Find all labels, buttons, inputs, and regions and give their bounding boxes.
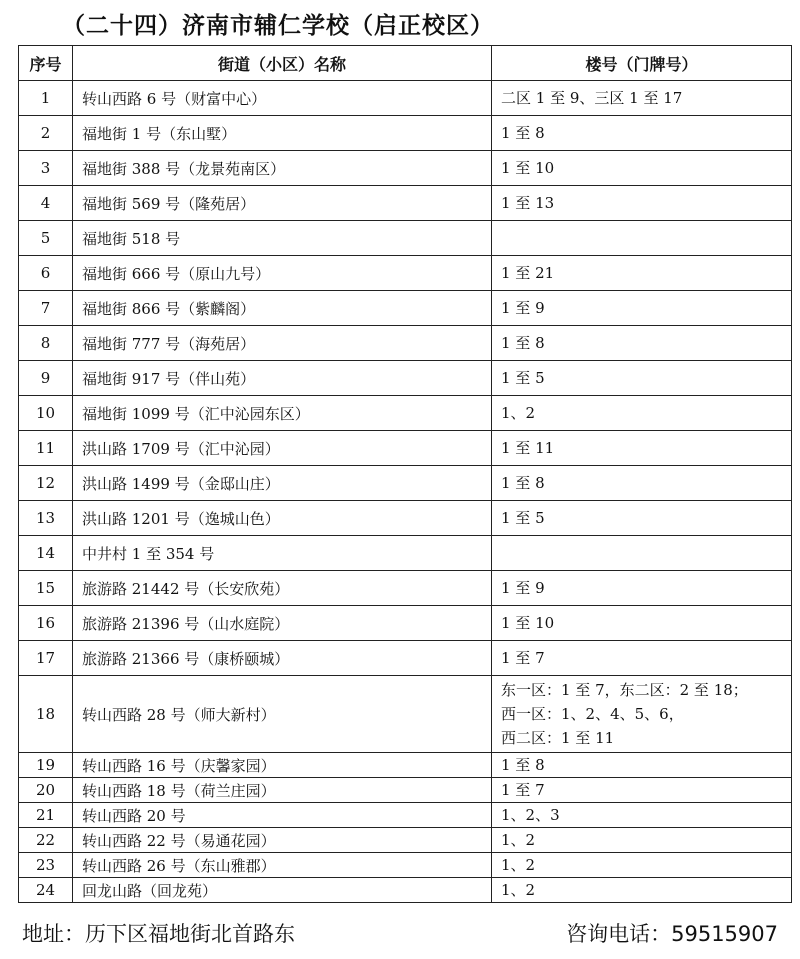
table-row bbox=[19, 853, 792, 878]
street-name-cell: 福地街 866 号（紫麟阁） bbox=[73, 291, 492, 326]
table-row bbox=[19, 501, 792, 536]
building-number-cell: 1 至 5 bbox=[492, 361, 792, 396]
building-number-cell: 1 至 8 bbox=[492, 753, 792, 778]
building-number-cell: 1、2 bbox=[492, 396, 792, 431]
row-number: 23 bbox=[19, 853, 73, 878]
building-line: 东一区：1 至 7，东二区：2 至 18； bbox=[501, 681, 748, 699]
table-row bbox=[19, 803, 792, 828]
street-name-cell: 洪山路 1201 号（逸城山色） bbox=[73, 501, 492, 536]
building-number-cell bbox=[492, 536, 792, 571]
street-name-cell: 福地街 777 号（海苑居） bbox=[73, 326, 492, 361]
table-row bbox=[19, 116, 792, 151]
building-number-cell: 1 至 11 bbox=[492, 431, 792, 466]
table-header-row bbox=[19, 46, 792, 81]
table-row bbox=[19, 606, 792, 641]
building-number-cell: 1 至 8 bbox=[492, 466, 792, 501]
table-row bbox=[19, 151, 792, 186]
table-row bbox=[19, 466, 792, 501]
table-row bbox=[19, 878, 792, 903]
street-name-cell: 福地街 1099 号（汇中沁园东区） bbox=[73, 396, 492, 431]
street-name-cell: 福地街 388 号（龙景苑南区） bbox=[73, 151, 492, 186]
building-number-cell: 1、2 bbox=[492, 878, 792, 903]
row-number: 15 bbox=[19, 571, 73, 606]
street-name-cell: 转山西路 28 号（师大新村） bbox=[73, 676, 492, 753]
building-number-cell: 1 至 10 bbox=[492, 606, 792, 641]
table-row bbox=[19, 186, 792, 221]
building-number-cell: 1 至 21 bbox=[492, 256, 792, 291]
table-row bbox=[19, 641, 792, 676]
building-number-cell: 1 至 5 bbox=[492, 501, 792, 536]
street-name-cell: 中井村 1 至 354 号 bbox=[73, 536, 492, 571]
row-number: 10 bbox=[19, 396, 73, 431]
table-row bbox=[19, 396, 792, 431]
building-number-cell: 1 至 7 bbox=[492, 641, 792, 676]
row-number: 20 bbox=[19, 778, 73, 803]
street-name-cell: 转山西路 18 号（荷兰庄园） bbox=[73, 778, 492, 803]
building-number-cell: 1 至 9 bbox=[492, 571, 792, 606]
street-name-cell: 洪山路 1709 号（汇中沁园） bbox=[73, 431, 492, 466]
table-row bbox=[19, 828, 792, 853]
page-title: （二十四）济南市辅仁学校（启正校区） bbox=[62, 13, 494, 39]
building-number-cell: 1 至 8 bbox=[492, 116, 792, 151]
address-text: 地址：历下区福地街北首路东 bbox=[22, 922, 295, 946]
row-number: 8 bbox=[19, 326, 73, 361]
street-name-cell: 洪山路 1499 号（金邸山庄） bbox=[73, 466, 492, 501]
building-number-cell: 1、2 bbox=[492, 853, 792, 878]
building-number-cell: 1、2、3 bbox=[492, 803, 792, 828]
street-name-cell: 回龙山路（回龙苑） bbox=[73, 878, 492, 903]
building-number-cell bbox=[492, 676, 792, 753]
catchment-table bbox=[18, 45, 792, 903]
table-row bbox=[19, 676, 792, 753]
table-row bbox=[19, 361, 792, 396]
row-number: 6 bbox=[19, 256, 73, 291]
row-number: 7 bbox=[19, 291, 73, 326]
header-no: 序号 bbox=[19, 46, 73, 81]
building-line: 西一区：1、2、4、5、6， bbox=[501, 705, 684, 723]
row-number: 2 bbox=[19, 116, 73, 151]
table-row bbox=[19, 753, 792, 778]
table-body bbox=[19, 81, 792, 903]
header-street: 街道（小区）名称 bbox=[73, 46, 492, 81]
building-number-cell: 1、2 bbox=[492, 828, 792, 853]
table-row bbox=[19, 778, 792, 803]
header-building: 楼号（门牌号） bbox=[492, 46, 792, 81]
row-number: 14 bbox=[19, 536, 73, 571]
building-number-cell: 1 至 8 bbox=[492, 326, 792, 361]
row-number: 24 bbox=[19, 878, 73, 903]
row-number: 21 bbox=[19, 803, 73, 828]
street-name-cell: 福地街 518 号 bbox=[73, 221, 492, 256]
table-row bbox=[19, 431, 792, 466]
row-number: 1 bbox=[19, 81, 73, 116]
row-number: 16 bbox=[19, 606, 73, 641]
street-name-cell: 旅游路 21366 号（康桥颐城） bbox=[73, 641, 492, 676]
row-number: 18 bbox=[19, 676, 73, 753]
row-number: 3 bbox=[19, 151, 73, 186]
street-name-cell: 转山西路 16 号（庆馨家园） bbox=[73, 753, 492, 778]
street-name-cell: 转山西路 20 号 bbox=[73, 803, 492, 828]
row-number: 17 bbox=[19, 641, 73, 676]
table-row bbox=[19, 81, 792, 116]
table-row bbox=[19, 571, 792, 606]
row-number: 13 bbox=[19, 501, 73, 536]
table-row bbox=[19, 221, 792, 256]
street-name-cell: 转山西路 26 号（东山雅郡） bbox=[73, 853, 492, 878]
street-name-cell: 转山西路 6 号（财富中心） bbox=[73, 81, 492, 116]
building-number-cell: 1 至 7 bbox=[492, 778, 792, 803]
building-number-cell bbox=[492, 221, 792, 256]
row-number: 11 bbox=[19, 431, 73, 466]
building-number-cell: 二区 1 至 9、三区 1 至 17 bbox=[492, 81, 792, 116]
building-line: 西二区：1 至 11 bbox=[501, 729, 615, 747]
row-number: 9 bbox=[19, 361, 73, 396]
street-name-cell: 福地街 666 号（原山九号） bbox=[73, 256, 492, 291]
building-number-cell: 1 至 10 bbox=[492, 151, 792, 186]
row-number: 5 bbox=[19, 221, 73, 256]
building-number-cell: 1 至 9 bbox=[492, 291, 792, 326]
building-number-cell: 1 至 13 bbox=[492, 186, 792, 221]
street-name-cell: 福地街 917 号（伴山苑） bbox=[73, 361, 492, 396]
phone-text: 咨询电话：59515907 bbox=[566, 922, 778, 946]
table-row bbox=[19, 291, 792, 326]
row-number: 22 bbox=[19, 828, 73, 853]
street-name-cell: 福地街 1 号（东山墅） bbox=[73, 116, 492, 151]
street-name-cell: 旅游路 21442 号（长安欣苑） bbox=[73, 571, 492, 606]
street-name-cell: 旅游路 21396 号（山水庭院） bbox=[73, 606, 492, 641]
row-number: 19 bbox=[19, 753, 73, 778]
table-row bbox=[19, 536, 792, 571]
table-row bbox=[19, 326, 792, 361]
row-number: 4 bbox=[19, 186, 73, 221]
street-name-cell: 转山西路 22 号（易通花园） bbox=[73, 828, 492, 853]
street-name-cell: 福地街 569 号（隆苑居） bbox=[73, 186, 492, 221]
table-row bbox=[19, 256, 792, 291]
row-number: 12 bbox=[19, 466, 73, 501]
